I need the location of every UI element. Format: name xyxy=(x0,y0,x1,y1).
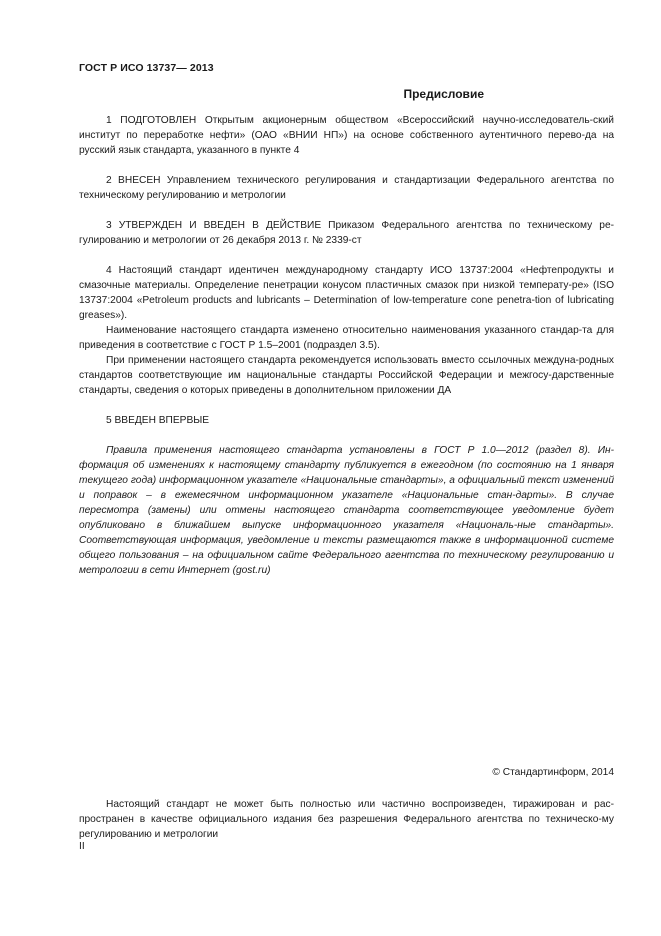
paragraph-title-changed: Наименование настоящего стандарта изменено относительно наименования указанного стандар-та для приведения в соответствие с ГОСТ Р 1.5–2001 (подраздел 3.5). xyxy=(79,325,614,351)
page-number: II xyxy=(79,841,85,852)
paragraph-introduced: 2 ВНЕСЕН Управлением технического регулирования и стандартизации Федерального агентства по техническому регулированию и метрологии xyxy=(79,175,614,201)
paragraph-identical-standard: 4 Настоящий стандарт идентичен международному стандарту ИСО 13737:2004 «Нефтепродукты и смазочные материалы. Определение пенетрации конусом пластичных смазок при низкой температу-ре» (ISO 13737:2004 «Petroleum products and lubricants – Determination of low-temperature cone penetra-tion of lubricating greases»). xyxy=(79,265,614,321)
paragraph-application-rules: Правила применения настоящего стандарта установлены в ГОСТ Р 1.0—2012 (раздел 8). Ин-формация об изменениях к настоящему стандарту публикуется в ежегодном (по состоянию на 1 января текущего года) информационном указателе «Национальные стандарты», а официальный текст изменений и поправок – в ежемесячном информационном указателе «Национальные стан-дарты». В случае пересмотра (замены) или отмены настоящего стандарта соответствующее уведомление будет опубликовано в ближайшем выпуске информационного указателя «Националь-ные стандарты». Соответствующая информация, уведомление и тексты размещаются также в информационной системе общего пользования – на официальном сайте Федерального агентства по техническому регулированию и метрологии в сети Интернет (gost.ru) xyxy=(79,445,614,576)
page-title xyxy=(79,87,614,101)
foreword-content xyxy=(79,113,614,578)
copyright-notice: © Стандартинформ, 2014 xyxy=(492,767,614,778)
paragraph-prepared: 1 ПОДГОТОВЛЕН Открытым акционерным обществом «Всероссийский научно-исследователь-ский институт по переработке нефти» (ОАО «ВНИИ НП») на основе собственного аутентичного перево-да на русский язык стандарта, указанного в пункте 4 xyxy=(79,115,614,156)
paragraph-first-introduced: 5 ВВЕДЕН ВПЕРВЫЕ xyxy=(106,415,210,426)
reproduction-notice: Настоящий стандарт не может быть полностью или частично воспроизведен, тиражирован и рас-пространен в качестве официального издания без разрешения Федерального агентства по техническо-му регулированию и метрологии xyxy=(79,799,614,840)
paragraph-references: При применении настоящего стандарта рекомендуется использовать вместо ссылочных междуна-родных стандартов соответствующие им национальные стандарты Российской Федерации и межгосу-дарственные стандарты, сведения о которых приведены в дополнительном приложении ДА xyxy=(79,355,614,396)
page-title-text: Предисловие xyxy=(403,87,484,101)
document-code-header: ГОСТ Р ИСО 13737— 2013 xyxy=(79,62,214,74)
paragraph-approved: 3 УТВЕРЖДЕН И ВВЕДЕН В ДЕЙСТВИЕ Приказом Федерального агентства по техническому ре-гулированию и метрологии от 26 декабря 2013 г. № 2339-ст xyxy=(79,220,614,246)
